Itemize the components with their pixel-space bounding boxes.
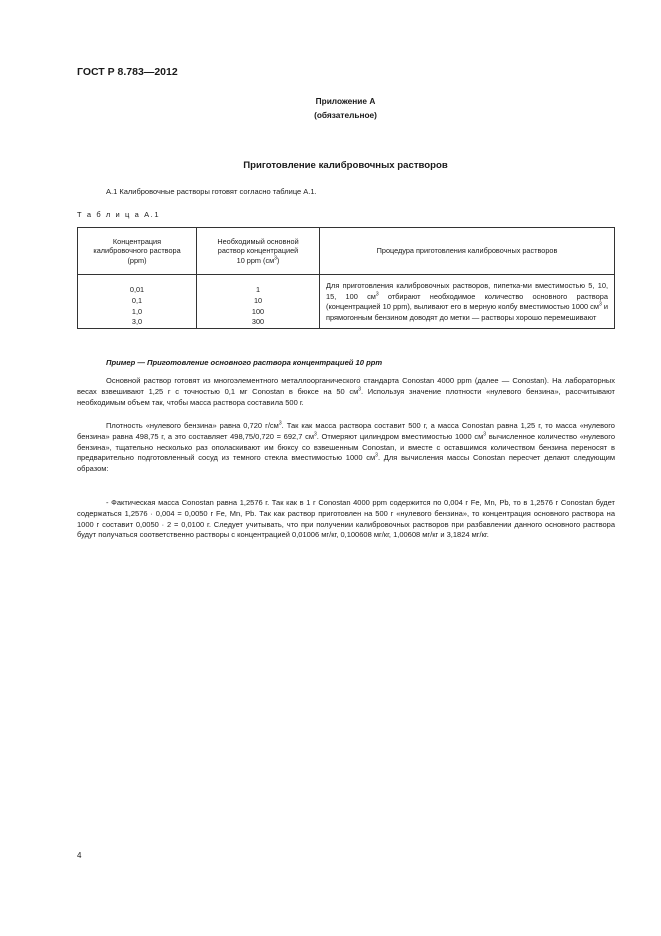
paragraph-density: Плотность «нулевого бензина» равна 0,720 $г/см^3$. Так как масса раствора составит 500 г, а масса Conostan равна 1,25 г, то масса «нулевого бензина» равна 498,75 г, а это составляет 498,75/0,720 = 692,7 $см^3$. Отмеряют цилиндром вместимостью 1000 $см^3$ вычисленное количество «нулевого бензина», тщательно несколько раз ополаскивают им бюксу со взвешенным Conostan, и вместе с оставшимся количеством бензина переносят в предварительно подготовленный сосуд из темного стекла вместимостью 1000 $см^3$. Для вычисления массы Conostan пересчет делают следующим образом: (77, 420, 615, 474)
table-cell: 300 (251, 317, 265, 327)
header-concentration: Концентрация калибровочного раствора (ppm) (78, 228, 197, 275)
annex-title: Приложение А (315, 96, 376, 106)
procedure-text: Для приготовления калибровочных растворов, пипеткa-ми вместимостью 5, 10, 15, 100 $см^3$ отбирают необходимое количество основного раствора (концентрацией 10 ppm), выливают его в мерную колбу вместимостью 1000 $см^3$ и прямогонным бензином доводят до метки — растворы хорошо перемешивают (320, 275, 615, 329)
table-cell: 1 (255, 285, 261, 294)
table-cell: 1,0 (131, 306, 143, 316)
page-number: 4 (77, 851, 82, 860)
table-cell: 100 (251, 306, 265, 316)
table-cell: 3,0 (131, 317, 143, 327)
concentration-values (78, 275, 197, 329)
table-caption: Т а б л и ц а А.1 (77, 210, 161, 219)
example-heading: Пример — Приготовление основного раствора концентрацией 10 ppm (106, 358, 383, 367)
paragraph-calculation: - Фактическая масса Conostan равна 1,2576 г. Так как в 1 г Conostan 4000 ppm содержится по 0,004 г Fe, Mn, Pb, то в 1,2576 г Conostan будет содержаться 1,2576 · 0,004 = 0,0050 г Fe, Mn, Pb. Так как раствор приготовлен на 500 г «нулевого бензина», то концентрация основного раствора на 1000 г составит 0,0050 · 2 = 0,0100 г. Следует учитывать, что при получении калибровочных растворов при разбавлении данного основного раствора будут получаться соответственно растворы с концентрацией 0,01006 мг/кг, 0,100608 мг/кг, 1,00608 мг/кг и 3,1824 мг/кг. (77, 498, 615, 540)
table-cell: 0,1 (131, 295, 143, 305)
table-cell: 0,01 (129, 285, 145, 294)
table-row (78, 275, 615, 329)
paragraph-stock-solution: Основной раствор готовят из многоэлементного металлоорганического стандарта Conostan 4000 ppm (далее — Conostan). На лабораторных весах взвешивают 1,25 г с точностью 0,1 мг Conostan в бюксе на 50 $см^3$. Используя значение плотности «нулевого бензина», рассчитывают необходимым объем так, чтобы масса раствора составила 500 г. (77, 376, 615, 407)
header-stock-volume: Необходимый основной раствор концентрацией 10 ppm $(см^3)$ (197, 228, 320, 275)
annex-status: (обязательное) (314, 110, 377, 120)
document-header: ГОСТ Р 8.783—2012 (77, 66, 178, 78)
table-header-row (78, 228, 615, 275)
volume-values (197, 275, 320, 329)
table-cell: 10 (253, 295, 263, 305)
section-heading: Приготовление калибровочных растворов (243, 160, 448, 171)
calibration-table (77, 227, 615, 329)
intro-paragraph: А.1 Калибровочные растворы готовят согласно таблице А.1. (106, 187, 317, 196)
header-procedure: Процедура приготовления калибровочных растворов (320, 228, 615, 275)
